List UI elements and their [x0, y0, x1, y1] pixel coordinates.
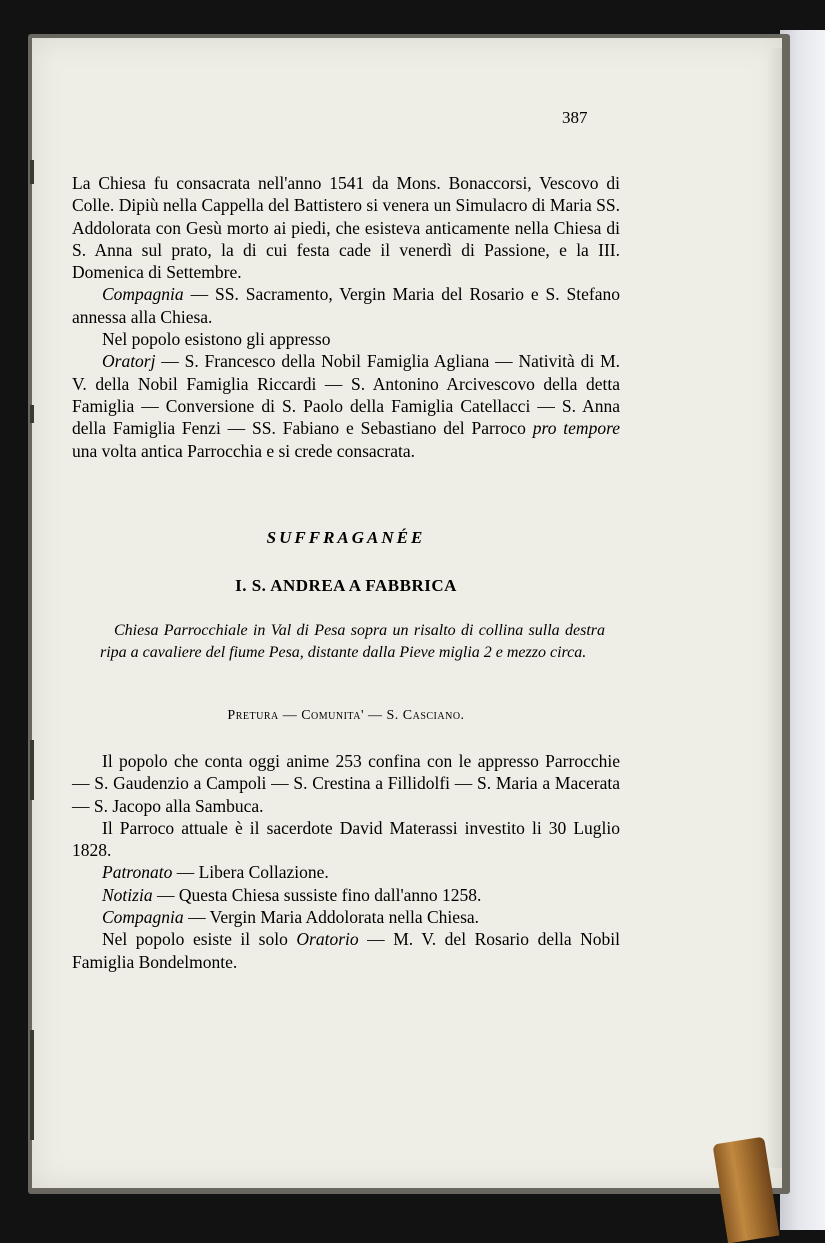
binding-thread [30, 1030, 34, 1140]
binding-thread [30, 160, 34, 184]
church-body [72, 750, 620, 973]
compagnia-label: Compagnia [102, 907, 184, 928]
oratorio-pre: Nel popolo esiste il solo [102, 929, 297, 950]
church-title: I. S. ANDREA A FABBRICA [235, 576, 457, 595]
church-compagnia [72, 906, 620, 928]
church-patronato [72, 861, 620, 883]
pro-tempore: pro tempore [532, 418, 620, 439]
oratorio-label: Oratorio [296, 929, 359, 950]
oratorj-label: Oratorj [102, 351, 156, 372]
intro-compagnia [72, 283, 620, 328]
church-paragraph-parroco: Il Parroco attuale è il sacerdote David Materassi investito li 30 Luglio 1828. [72, 817, 620, 861]
page-edge [768, 48, 782, 1168]
page-number: 387 [562, 108, 588, 127]
compagnia-text: — Vergin Maria Addolorata nella Chiesa. [183, 907, 480, 928]
church-description: Chiesa Parrocchiale in Val di Pesa sopra un risalto di collina sulla destra ripa a cavaliere del fiume Pesa, distante dalla Pieve miglia 2 e mezzo circa. [100, 622, 605, 661]
patronato-text: — Libera Collazione. [172, 862, 329, 883]
intro-paragraph: La Chiesa fu consacrata nell'anno 1541 da Mons. Bonaccorsi, Vescovo di Colle. Dipiù nella Cappella del Battistero si venera un Simulacro di Maria SS. Addolorata con Gesù morto ai piedi, che esisteva anticamente nella Chiesa di S. Anna sul prato, la di cui festa cade il venerdì di Passione, e la III. Domenica di Settembre. [72, 173, 620, 283]
binding-thread [30, 740, 34, 800]
section-title: SUFFRAGANÉE [266, 528, 426, 547]
oratorio-text: — M. V. del Rosario della Nobil Famiglia Bondelmonte. [72, 929, 621, 972]
binding-thread [30, 405, 34, 423]
intro-popolo: Nel popolo esistono gli appresso [102, 329, 331, 350]
church-notizia [72, 884, 620, 906]
church-oratorio [72, 928, 620, 973]
intro-block [72, 172, 620, 462]
patronato-label: Patronato [102, 862, 173, 883]
oratorj-end: una volta antica Parrocchia e si crede consacrata. [72, 440, 416, 461]
pretura-line: Pretura — Comunita' — S. Casciano. [227, 708, 465, 723]
notizia-label: Notizia [102, 884, 153, 905]
notizia-text: — Questa Chiesa sussiste fino dall'anno 1258. [152, 884, 482, 905]
compagnia-label: Compagnia [102, 284, 184, 305]
compagnia-text: — SS. Sacramento, Vergin Maria del Rosario e S. Stefano annessa alla Chiesa. [72, 284, 620, 327]
intro-oratorj [72, 350, 620, 461]
church-paragraph-popolo: Il popolo che conta oggi anime 253 confina con le appresso Parrocchie — S. Gaudenzio a Campoli — S. Crestina a Fillidolfi — S. Maria a Macerata — S. Jacopo alla Sambuca. [72, 751, 620, 816]
oratorj-text: — S. Francesco della Nobil Famiglia Agliana — Natività di M. V. della Nobil Famiglia Riccardi — S. Antonino Arcivescovo della detta Famiglia — Conversione di S. Paolo della Famiglia Catellacci — S. Anna della Famiglia Fenzi — SS. Fabiano e Sebastiano del Parroco [72, 351, 620, 439]
